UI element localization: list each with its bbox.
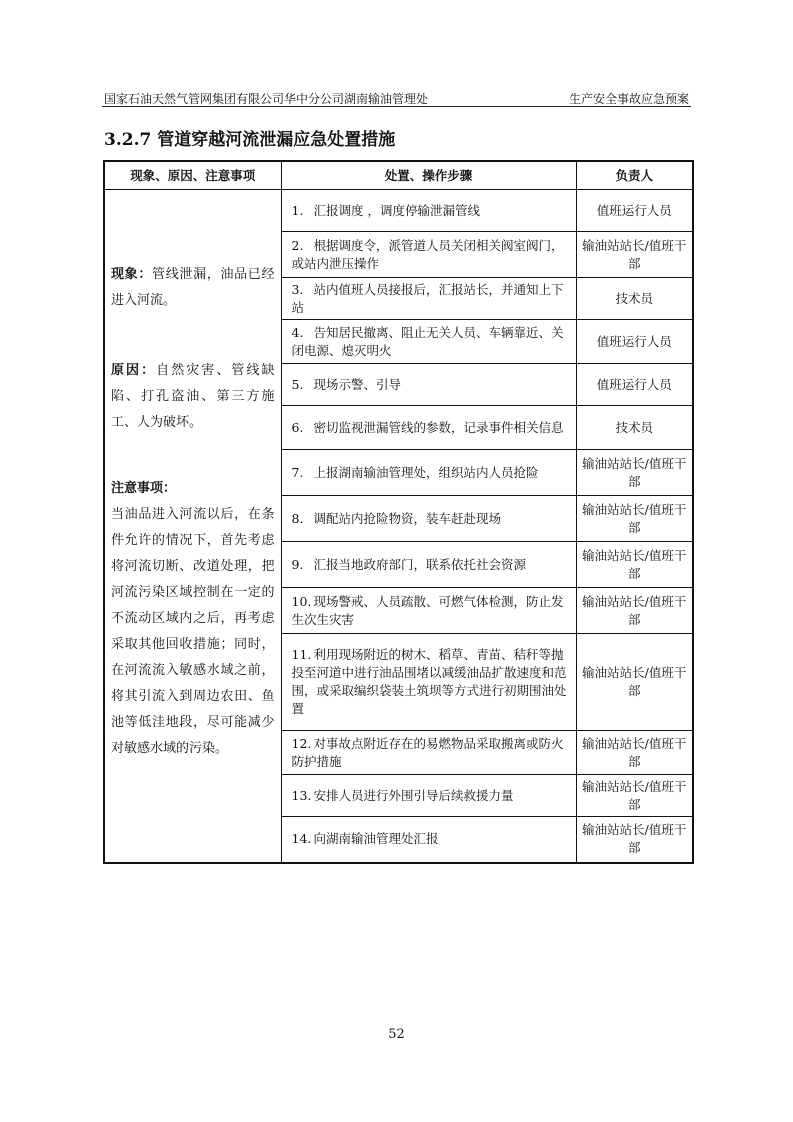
header-divider: [102, 106, 691, 107]
step-text: 站内值班人员接报后，汇报站长，并通知上下站: [291, 281, 564, 315]
owner-cell: 值班运行人员: [576, 190, 693, 232]
step-number: 12.: [291, 735, 312, 751]
page-number: 52: [388, 1027, 405, 1042]
step-text: 汇报当地政府部门，联系依托社会资源: [313, 556, 527, 572]
step-text: 调配站内抢险物资，装车赶赴现场: [313, 510, 502, 526]
step-number: 5.: [291, 376, 304, 392]
step-text: 安排人员进行外围引导后续救援力量: [313, 787, 514, 803]
step-text: 对事故点附近存在的易燃物品采取搬离或防火防护措施: [291, 735, 564, 769]
column-header-owner: 负责人: [576, 161, 693, 190]
section-title: 3.2.7 管道穿越河流泄漏应急处置措施: [104, 130, 396, 150]
step-cell: [281, 634, 576, 731]
owner-cell: 输油站站长/值班干部: [576, 588, 693, 634]
owner-cell: 技术员: [576, 406, 693, 450]
step-text: 上报湖南输油管理处，组织站内人员抢险: [313, 464, 539, 480]
phenomenon-label: 现象：: [111, 267, 153, 282]
step-number: 1.: [291, 202, 304, 218]
phenomenon-block: [111, 262, 275, 314]
step-cell: [281, 496, 576, 542]
notes-text: 当油品进入河流以后，在条件允许的情况下，首先考虑将河流切断、改道处理，把河流污染区域控制在一定的不流动区域内之后，再考虑采取其他回收措施；同时，在河流流入敏感水域之前，将其引流入到周边农田、鱼池等低洼地段，尽可能减少对敏感水域的污染。: [111, 507, 275, 756]
cause-label: 原因：: [111, 363, 157, 378]
owner-cell: 值班运行人员: [576, 320, 693, 364]
owner-cell: 输油站站长/值班干部: [576, 542, 693, 588]
owner-cell: 值班运行人员: [576, 364, 693, 406]
step-cell: [281, 190, 576, 232]
step-number: 9.: [291, 556, 304, 572]
step-number: 7.: [291, 464, 304, 480]
step-cell: [281, 588, 576, 634]
emergency-measures-table: [103, 160, 694, 864]
step-number: 2.: [291, 237, 304, 253]
notes-label: 注意事项：: [111, 481, 177, 496]
table-header-row: [104, 161, 693, 190]
step-number: 6.: [291, 419, 304, 435]
step-cell: [281, 450, 576, 496]
step-number: 8.: [291, 510, 304, 526]
owner-cell: 输油站站长/值班干部: [576, 496, 693, 542]
step-cell: [281, 731, 576, 775]
step-number: 13.: [291, 787, 312, 803]
step-number: 4.: [291, 324, 304, 340]
step-text: 密切监视泄漏管线的参数，记录事件相关信息: [313, 419, 564, 435]
step-text: 告知居民撤离、阻止无关人员、车辆靠近、关闭电源、熄灭明火: [291, 324, 564, 358]
column-header-phenomenon: 现象、原因、注意事项: [104, 161, 281, 190]
step-text: 现场警戒、人员疏散、可燃气体检测，防止发生次生灾害: [291, 593, 564, 627]
phenomenon-text: 管线泄漏，油品已经进入河流。: [111, 267, 275, 308]
step-cell: [281, 278, 576, 320]
owner-cell: 输油站站长/值班干部: [576, 731, 693, 775]
step-text: 利用现场附近的树木、稻草、青苗、秸秆等抛投至河道中进行油品围堵以减缓油品扩散速度和范围，或采取编织袋装土筑坝等方式进行初期围油处置: [291, 647, 567, 716]
step-number: 3.: [291, 281, 304, 297]
header-document-title: 生产安全事故应急预案: [568, 92, 689, 106]
owner-cell: 技术员: [576, 278, 693, 320]
header-organization: 国家石油天然气管网集团有限公司华中分公司湖南输油管理处: [104, 92, 429, 106]
step-number: 14.: [291, 831, 312, 847]
cause-text: 自然灾害、管线缺陷、打孔盗油、第三方施工、人为破坏。: [111, 363, 275, 430]
step-cell: [281, 406, 576, 450]
step-cell: [281, 775, 576, 817]
step-cell: [281, 817, 576, 863]
cause-block: [111, 358, 275, 436]
step-cell: [281, 320, 576, 364]
owner-cell: 输油站站长/值班干部: [576, 775, 693, 817]
phenomenon-cause-notes-cell: [104, 190, 281, 863]
column-header-steps: 处置、操作步骤: [281, 161, 576, 190]
step-cell: [281, 542, 576, 588]
owner-cell: 输油站站长/值班干部: [576, 232, 693, 278]
step-cell: [281, 232, 576, 278]
owner-cell: 输油站站长/值班干部: [576, 817, 693, 863]
step-text: 向湖南输油管理处汇报: [313, 831, 439, 847]
step-number: 10.: [291, 593, 312, 609]
notes-block: [111, 476, 275, 762]
step-number: 11.: [291, 647, 312, 662]
step-cell: [281, 364, 576, 406]
owner-cell: 输油站站长/值班干部: [576, 634, 693, 731]
step-text: 现场示警、引导: [313, 376, 402, 392]
step-text: 根据调度令，派管道人员关闭相关阀室阀门，或站内泄压操作: [291, 237, 564, 271]
step-text: 汇报调度 ，调度停输泄漏管线: [313, 202, 480, 218]
owner-cell: 输油站站长/值班干部: [576, 450, 693, 496]
table-row: [104, 190, 693, 232]
